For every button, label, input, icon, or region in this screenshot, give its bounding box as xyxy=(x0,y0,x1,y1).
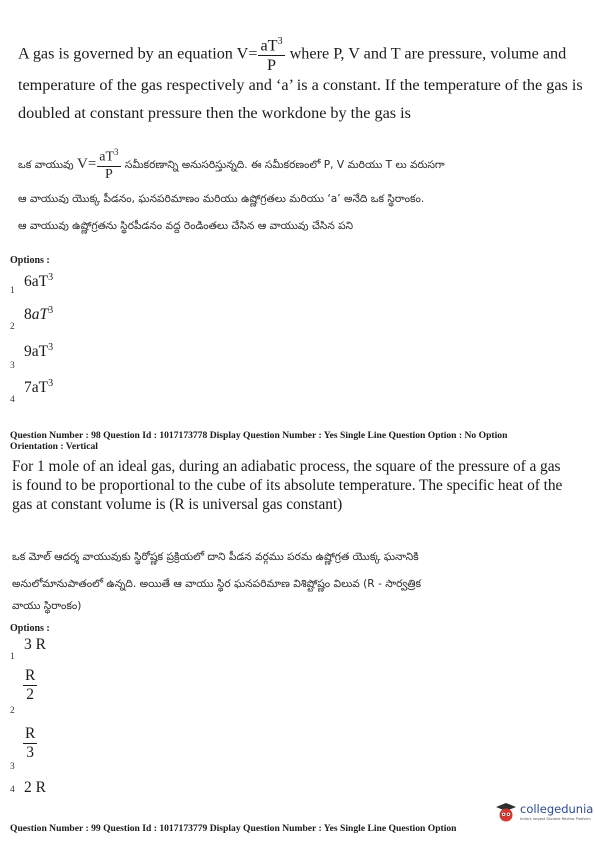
q97-options-label: Options : xyxy=(10,255,50,266)
q98-english-text: For 1 mole of an ideal gas, during an adiabatic process, the square of the pressure of a gas is found to be proportional to the cube of its absolute temperature. The specific heat of the gas at constant volume is (R is universal gas constant) xyxy=(12,458,563,513)
q98-telugu-line2: అనులోమానుపాతంలో ఉన్నది. అయితే ఆ వాయు స్థిర ఘనపరిమాణ విశిష్టోష్ణం విలువ (R - సార్వత్రిక xyxy=(12,578,422,590)
fraction-R-over-3: $\frac{R}{3}$ xyxy=(25,725,36,761)
q97-telugu-line3: ఆ వాయువు ఉష్ణోగ్రతను స్థిరపీడనం వద్ద రెండింతలు చేసిన ఆ వాయువు చేసిన పని xyxy=(18,220,354,232)
q98-meta: Question Number : 98 Question Id : 1017173778 Display Question Number : Yes Single Line Question Option : No Option Orientation : Vertical xyxy=(10,430,508,452)
q98-options-label: Options : xyxy=(10,623,50,634)
telugu-fraction-aT3-over-P: $\frac{aT^3}{P}$ xyxy=(99,147,119,182)
q97-telugu-line2: ఆ వాయువు యొక్క పీడనం, ఘనపరిమాణం మరియు ఉష్ణోగ్రతలు మరియు ‘a’ అనేది ఒక స్థిరాంకం. xyxy=(18,193,425,205)
graduate-owl-icon xyxy=(494,800,518,824)
q97-option-4[interactable]: 4 $7aT^3$ xyxy=(10,378,54,405)
q98-option-4[interactable]: 4 2 R xyxy=(10,779,46,796)
q97-english-text: A gas is governed by an equation V= $\frac{aT^3}{P}$ where P, V and T are pressure, volume and temperature of the gas respectively and ‘a’ is a constant. If the temperature of the gas is doubled at constant pressure then the workdone by the gas is xyxy=(18,36,583,122)
q98-telugu-line1: ఒక మోల్ ఆదర్శ వాయువుకు స్థిరోష్ణక ప్రక్రియలో దాని పీడన వర్గము పరమ ఉష్ణోగ్రత యొక్క ఘనానికి xyxy=(12,551,419,563)
collegedunia-logo[interactable] xyxy=(494,800,594,826)
logo-tagline: India's largest Student Review Platform xyxy=(520,817,591,821)
q97-option-2[interactable]: 2 $8aT^3$ xyxy=(10,305,54,332)
q99-meta: Question Number : 99 Question Id : 1017173779 Display Question Number : Yes Single Line Question Option xyxy=(10,823,457,834)
q97-option-1[interactable]: 1 $6aT^3$ xyxy=(10,272,54,296)
fraction-aT3-over-P: $\frac{aT^3}{P}$ xyxy=(260,36,283,74)
logo-wordmark: collegedunia xyxy=(520,802,594,816)
q98-option-3[interactable]: 3 $\frac{R}{3}$ xyxy=(10,725,36,772)
q98-option-1[interactable]: 1 3 R xyxy=(10,636,46,662)
q98-option-2[interactable]: 2 $\frac{R}{2}$ xyxy=(10,667,36,716)
fraction-R-over-2: $\frac{R}{2}$ xyxy=(25,667,36,703)
q97-option-3[interactable]: 3 $9aT^3$ xyxy=(10,342,54,371)
q97-telugu-line1: ఒక వాయువు V= $\frac{aT^3}{P}$ సమీకరణాన్ని అనుసరిస్తున్నది. ఈ సమీకరణంలో P, V మరియు T లు వరుసగా xyxy=(18,147,445,182)
q98-telugu-line3: వాయు స్థిరాంకం) xyxy=(12,600,82,612)
